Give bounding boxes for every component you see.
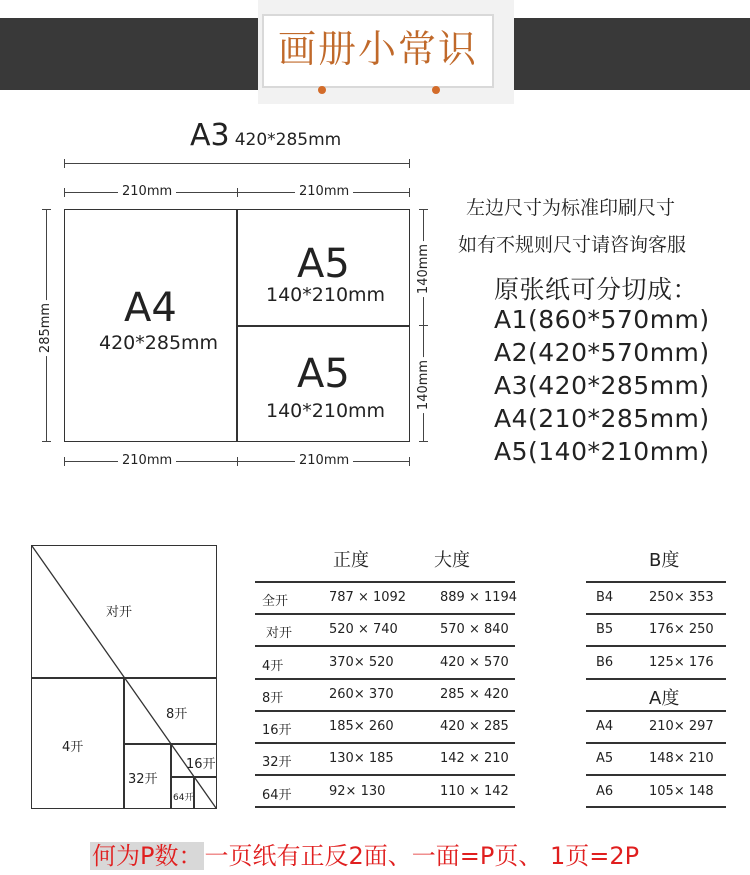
info-heading: 原张纸可分切成： xyxy=(494,275,699,304)
table1-cell: 889 × 1194 xyxy=(440,590,518,605)
info-size-a4: A4(210*285mm) xyxy=(494,404,710,433)
table2-header-bdu: B度 xyxy=(649,550,680,571)
dim-label-bottom-left: 210mm xyxy=(118,453,176,469)
a4-size: 420*285mm xyxy=(99,332,219,354)
table1-cell: 16开 xyxy=(262,723,292,738)
split-label-64kai: 64开 xyxy=(173,793,194,803)
table2-cell: B4 xyxy=(596,590,614,605)
a3-name: A3 xyxy=(190,118,230,153)
sheet-divider-horizontal xyxy=(236,325,410,327)
table1-cell: 420 × 570 xyxy=(440,655,509,670)
table1-rule xyxy=(255,678,515,680)
dim-tick xyxy=(419,325,428,326)
table2-header-adu: A度 xyxy=(649,688,680,709)
table2-rule xyxy=(586,613,726,615)
table2-cell: 210× 297 xyxy=(649,719,714,734)
table1-cell: 8开 xyxy=(262,691,284,706)
table1-rule xyxy=(255,710,515,712)
dim-tick xyxy=(64,159,65,168)
p-count-prefix: 何为P数： xyxy=(92,842,203,870)
dim-tick xyxy=(409,188,410,197)
table1-cell: 4开 xyxy=(262,659,284,674)
page-title: 画册小常识 xyxy=(277,27,478,71)
split-label-8kai: 8开 xyxy=(166,707,188,722)
table1-rule xyxy=(255,742,515,744)
table1-header-dadu: 大度 xyxy=(434,550,470,571)
table1-cell: 520 × 740 xyxy=(329,622,398,637)
info-size-a1: A1(860*570mm) xyxy=(494,305,710,334)
table1-cell: 64开 xyxy=(262,788,292,803)
dim-tick xyxy=(64,457,65,466)
table1-cell: 110 × 142 xyxy=(440,784,509,799)
table2-rule xyxy=(586,645,726,647)
dim-line-total xyxy=(64,163,410,164)
table2-rule xyxy=(586,774,726,776)
info-size-a2: A2(420*570mm) xyxy=(494,338,710,367)
dim-tick xyxy=(42,441,51,442)
table1-rule xyxy=(255,613,515,615)
table1-rule xyxy=(255,774,515,776)
info-line-2: 如有不规则尺寸请咨询客服 xyxy=(458,234,687,256)
dim-tick xyxy=(409,457,410,466)
table2-cell: B5 xyxy=(596,622,614,637)
dim-label-left: 285mm xyxy=(36,300,56,356)
dim-label-right-bottom: 140mm xyxy=(414,357,434,413)
dim-label-right-top: 140mm xyxy=(414,241,434,297)
table1-rule xyxy=(255,645,515,647)
a3-total-label xyxy=(190,116,341,156)
table2-rule xyxy=(586,806,726,808)
a5-bottom-name: A5 xyxy=(297,351,350,397)
title-dot-right xyxy=(432,86,440,94)
table1-cell: 130× 185 xyxy=(329,751,394,766)
table1-cell: 全开 xyxy=(262,594,289,609)
table1-cell: 142 × 210 xyxy=(440,751,509,766)
table1-cell: 285 × 420 xyxy=(440,687,509,702)
p-count-text: 一页纸有正反2面、一面=P页、 1页=2P xyxy=(204,842,640,870)
dim-tick xyxy=(419,209,428,210)
title-dot-left xyxy=(318,86,326,94)
info-line-1: 左边尺寸为标准印刷尺寸 xyxy=(466,197,676,219)
dim-tick xyxy=(409,159,410,168)
a3-size: 420*285mm xyxy=(234,130,342,150)
a4-name: A4 xyxy=(124,285,177,331)
dim-label-top-right: 210mm xyxy=(295,184,353,200)
table1-cell: 185× 260 xyxy=(329,719,394,734)
table1-cell: 32开 xyxy=(262,755,292,770)
dim-tick xyxy=(64,188,65,197)
header-banner-left xyxy=(0,18,258,90)
table1-cell: 370× 520 xyxy=(329,655,394,670)
dim-tick xyxy=(237,457,238,466)
table1-cell: 787 × 1092 xyxy=(329,590,407,605)
header-banner-right xyxy=(514,18,750,90)
table1-cell: 92× 130 xyxy=(329,784,386,799)
table2-rule xyxy=(586,581,726,583)
table2-cell: B6 xyxy=(596,655,614,670)
info-size-a3: A3(420*285mm) xyxy=(494,371,710,400)
table2-cell: 105× 148 xyxy=(649,784,714,799)
table1-cell: 570 × 840 xyxy=(440,622,509,637)
a5-top-name: A5 xyxy=(297,241,350,287)
table2-cell: A4 xyxy=(596,719,614,734)
split-label-4kai: 4开 xyxy=(62,740,84,755)
table1-rule xyxy=(255,806,515,808)
table1-cell: 260× 370 xyxy=(329,687,394,702)
table1-cell: 420 × 285 xyxy=(440,719,509,734)
table2-cell: 176× 250 xyxy=(649,622,714,637)
table2-rule xyxy=(586,678,726,680)
table1-rule xyxy=(255,581,515,583)
dim-label-bottom-right: 210mm xyxy=(295,453,353,469)
split-label-duikai: 对开 xyxy=(106,605,133,620)
table2-rule xyxy=(586,710,726,712)
dim-tick xyxy=(419,441,428,442)
split-label-16kai: 16开 xyxy=(186,757,216,772)
table2-cell: 125× 176 xyxy=(649,655,714,670)
table1-header-zhengdu: 正度 xyxy=(333,550,369,571)
table2-cell: 148× 210 xyxy=(649,751,714,766)
table1-cell: 对开 xyxy=(266,626,293,641)
a5-bottom-size: 140*210mm xyxy=(266,400,386,422)
split-label-32kai: 32开 xyxy=(128,772,158,787)
table2-cell: A5 xyxy=(596,751,614,766)
dim-label-top-left: 210mm xyxy=(118,184,176,200)
a5-top-size: 140*210mm xyxy=(266,284,386,306)
info-size-a5: A5(140*210mm) xyxy=(494,437,710,466)
table2-cell: 250× 353 xyxy=(649,590,714,605)
dim-tick xyxy=(237,188,238,197)
table2-cell: A6 xyxy=(596,784,614,799)
p-count-note xyxy=(90,836,639,871)
dim-tick xyxy=(42,209,51,210)
table2-rule xyxy=(586,742,726,744)
